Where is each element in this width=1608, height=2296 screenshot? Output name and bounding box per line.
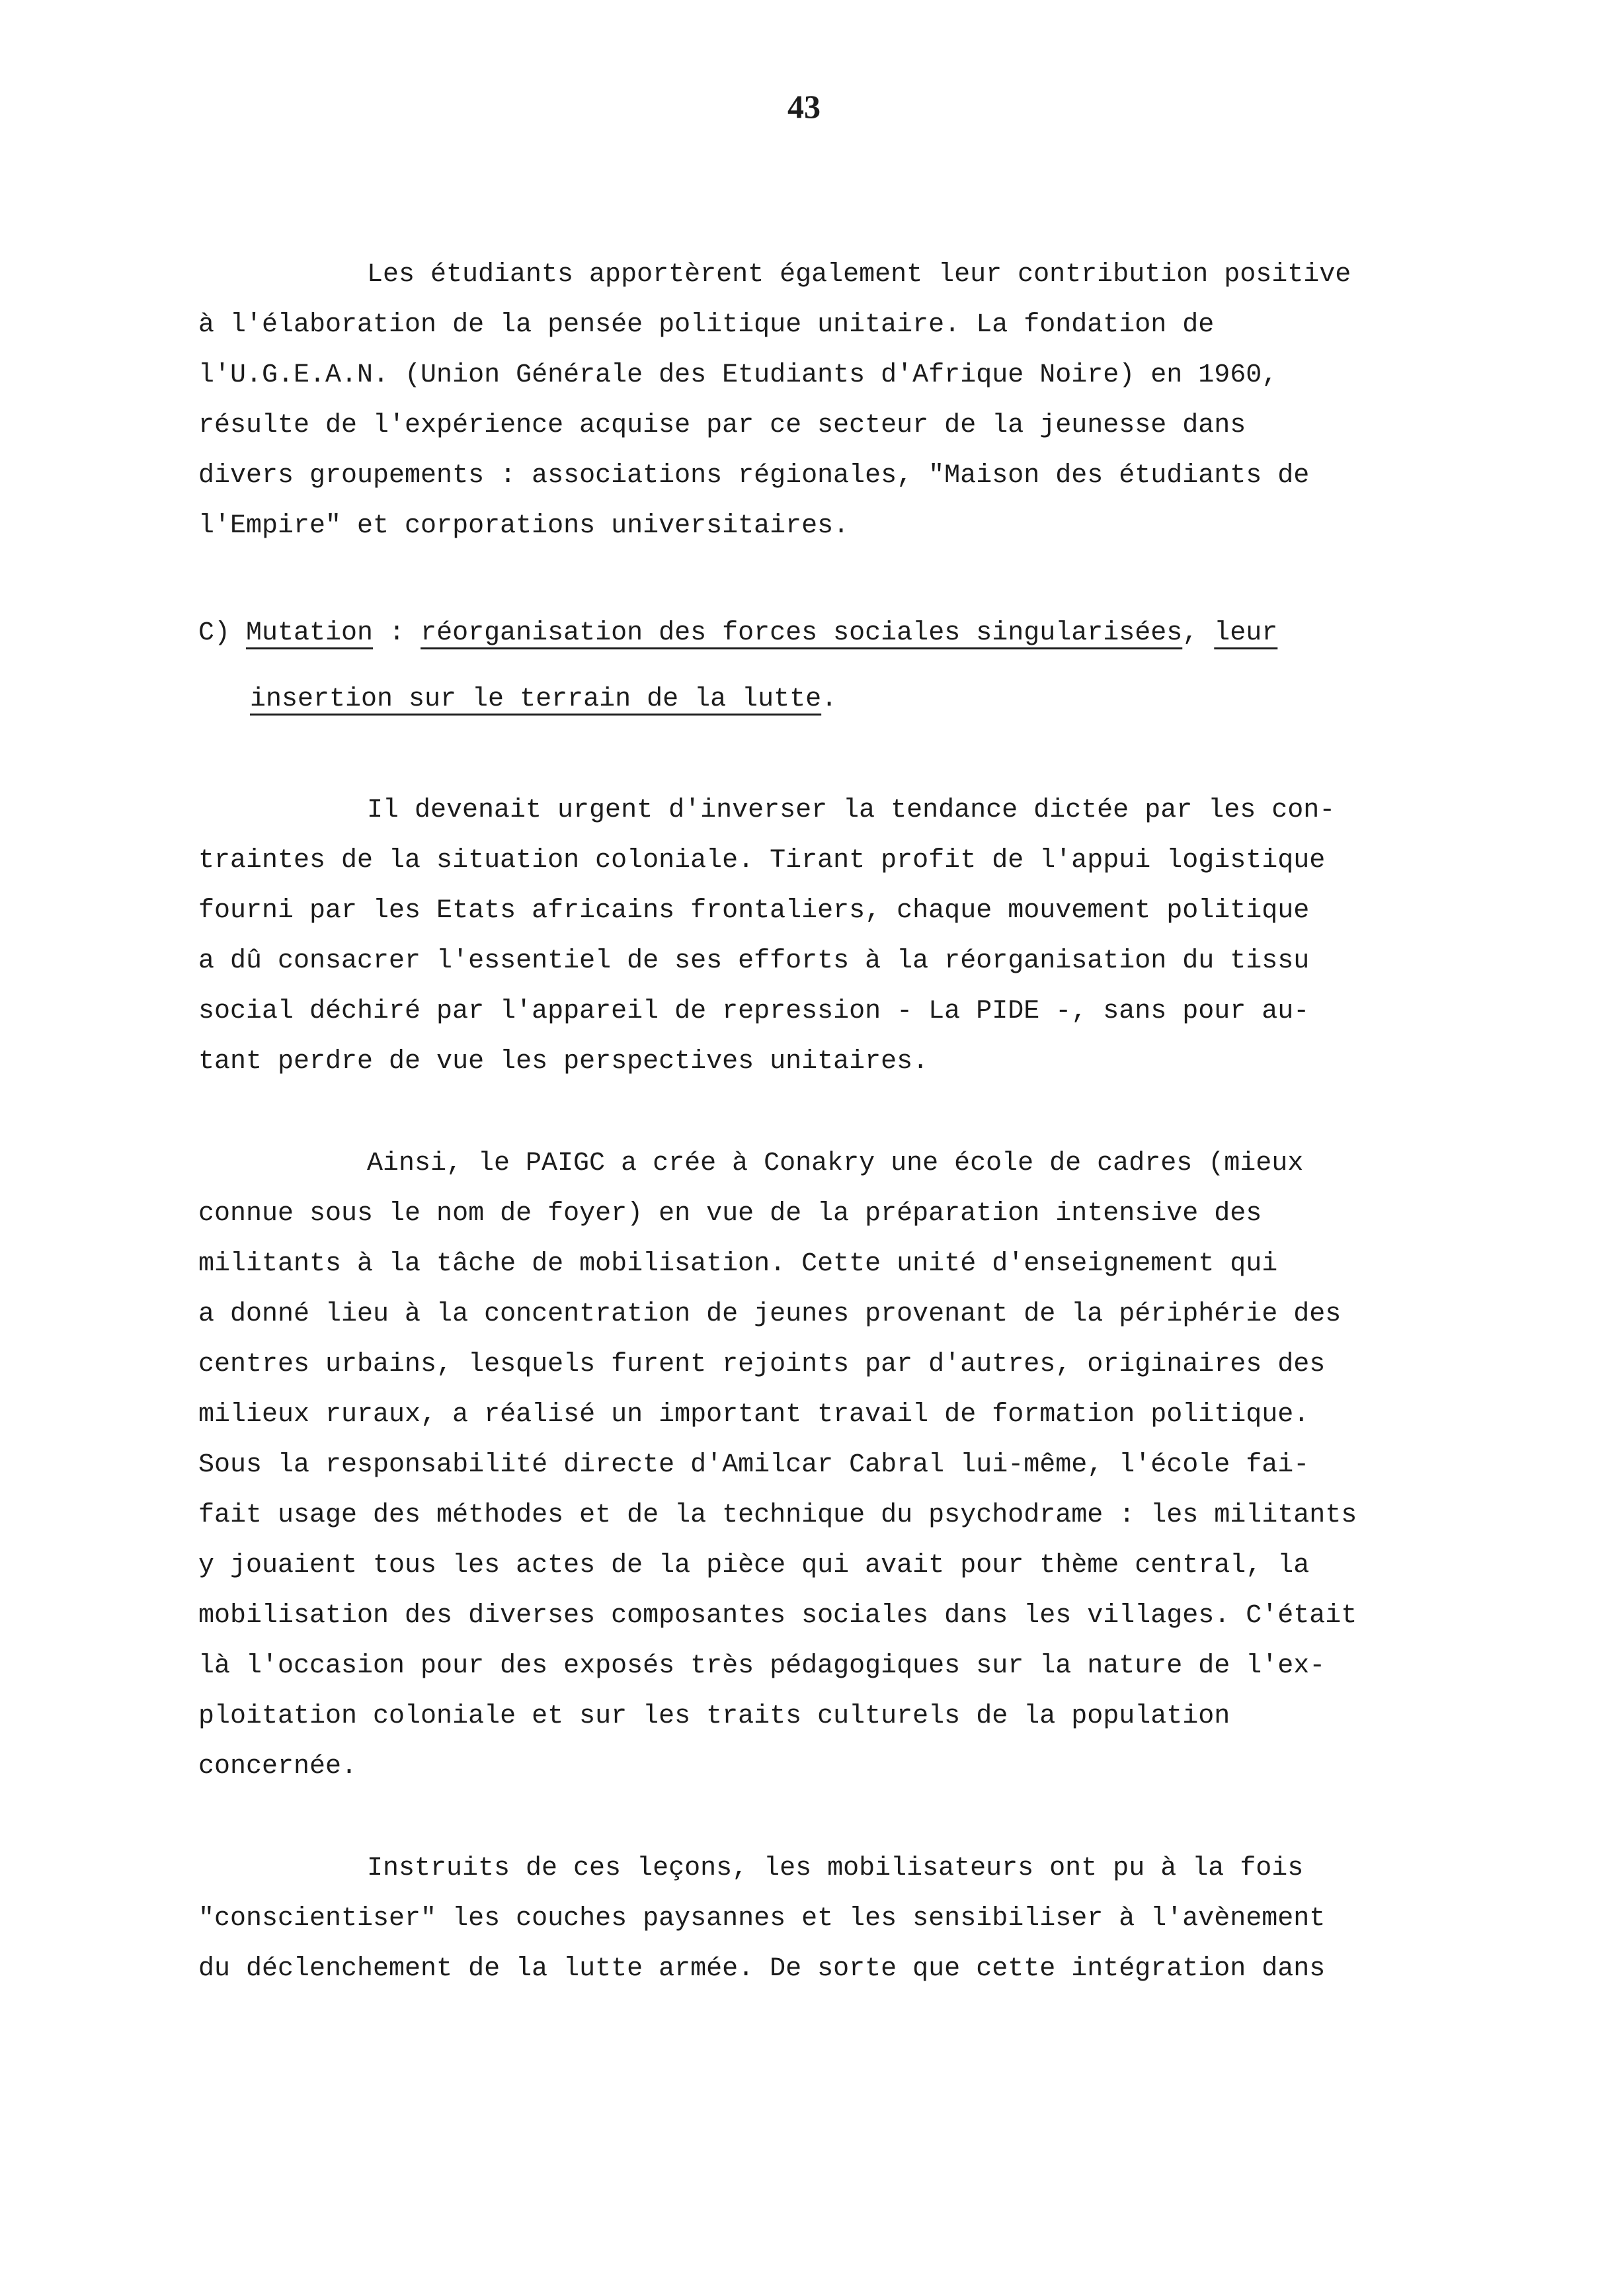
paragraph-students-contribution <box>198 250 1474 552</box>
heading-title-line2: insertion sur le terrain de la lutte <box>250 684 822 714</box>
heading-line-1 <box>198 600 1474 667</box>
text-line: Les étudiants apportèrent également leur contribution positive <box>367 260 1351 290</box>
paragraph-paigc-school <box>198 1139 1474 1792</box>
text-line: mobilisation des diverses composantes sociales dans les villages. C'était <box>198 1601 1357 1631</box>
text-line: là l'occasion pour des exposés très pédagogiques sur la nature de l'ex- <box>198 1651 1326 1681</box>
heading-title-part1: réorganisation des forces sociales singularisées <box>421 618 1183 648</box>
text-line: l'Empire" et corporations universitaires. <box>198 511 850 541</box>
text-line: Instruits de ces leçons, les mobilisateurs ont pu à la fois <box>367 1854 1304 1883</box>
text-line: divers groupements : associations régionales, "Maison des étudiants de <box>198 461 1310 491</box>
text-line: y jouaient tous les actes de la pièce qui avait pour thème central, la <box>198 1551 1310 1580</box>
text-line: "conscientiser" les couches paysannes et les sensibiliser à l'avènement <box>198 1904 1326 1934</box>
text-line: a donné lieu à la concentration de jeunes provenant de la périphérie des <box>198 1299 1342 1329</box>
heading-prefix: C) <box>198 618 247 648</box>
text-line: milieux ruraux, a réalisé un important travail de formation politique. <box>198 1400 1310 1430</box>
text-line: fait usage des méthodes et de la technique du psychodrame : les militants <box>198 1500 1357 1530</box>
paragraph-urgent-inversion <box>198 786 1474 1087</box>
text-line: ploitation coloniale et sur les traits culturels de la population <box>198 1702 1230 1731</box>
heading-colon: : <box>373 618 421 648</box>
text-line: social déchiré par l'appareil de repression - La PIDE -, sans pour au- <box>198 997 1310 1026</box>
text-line: Ainsi, le PAIGC a crée à Conakry une école de cadres (mieux <box>367 1149 1304 1178</box>
text-line: concernée. <box>198 1752 358 1782</box>
text-line: à l'élaboration de la pensée politique unitaire. La fondation de <box>198 310 1215 340</box>
text-line: résulte de l'expérience acquise par ce secteur de la jeunesse dans <box>198 411 1246 440</box>
paragraph-mobilizers-lessons <box>198 1844 1474 1994</box>
heading-period: . <box>821 684 838 714</box>
text-line: fourni par les Etats africains frontaliers, chaque mouvement politique <box>198 896 1310 926</box>
text-line: l'U.G.E.A.N. (Union Générale des Etudiants d'Afrique Noire) en 1960, <box>198 360 1278 390</box>
page-number: 43 <box>787 88 821 125</box>
heading-comma: , <box>1182 618 1215 648</box>
heading-title-part2: leur <box>1214 618 1278 648</box>
text-line: militants à la tâche de mobilisation. Cette unité d'enseignement qui <box>198 1249 1278 1279</box>
text-line: Il devenait urgent d'inverser la tendance dictée par les con- <box>367 796 1336 825</box>
section-heading-c <box>198 600 1474 733</box>
heading-line-2 <box>198 667 1474 733</box>
text-line: traintes de la situation coloniale. Tirant profit de l'appui logistique <box>198 846 1326 876</box>
text-line: Sous la responsabilité directe d'Amilcar Cabral lui-même, l'école fai- <box>198 1450 1310 1480</box>
text-line: tant perdre de vue les perspectives unitaires. <box>198 1047 929 1077</box>
text-line: centres urbains, lesquels furent rejoints par d'autres, originaires des <box>198 1350 1326 1379</box>
text-line: a dû consacrer l'essentiel de ses efforts à la réorganisation du tissu <box>198 946 1310 976</box>
text-line: connue sous le nom de foyer) en vue de la préparation intensive des <box>198 1199 1262 1229</box>
text-line: du déclenchement de la lutte armée. De sorte que cette intégration dans <box>198 1954 1326 1984</box>
heading-mutation: Mutation <box>246 618 374 648</box>
